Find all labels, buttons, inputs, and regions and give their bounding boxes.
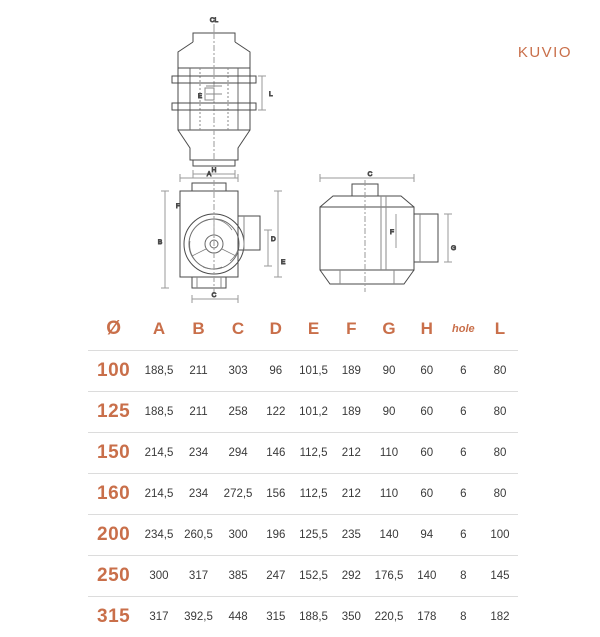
cell-g: 110 (369, 433, 409, 474)
cell-diameter: 100 (88, 351, 139, 392)
cell-b: 234 (179, 474, 219, 515)
cell-c: 303 (218, 351, 258, 392)
table-header-row (88, 312, 518, 351)
table-row (88, 433, 518, 474)
cell-c: 385 (218, 556, 258, 597)
cell-diameter: 315 (88, 597, 139, 637)
cell-h: 94 (409, 515, 445, 556)
cell-hole: 6 (445, 351, 482, 392)
svg-text:C: C (212, 292, 217, 299)
cell-g: 140 (369, 515, 409, 556)
cell-f: 212 (333, 474, 369, 515)
cell-l: 182 (482, 597, 518, 637)
svg-text:L: L (269, 91, 273, 98)
cell-b: 234 (179, 433, 219, 474)
header-b: B (179, 312, 219, 351)
svg-text:H: H (212, 167, 217, 174)
table-row (88, 474, 518, 515)
drawing-top-view (172, 17, 273, 178)
cell-diameter: 160 (88, 474, 139, 515)
svg-text:E: E (198, 94, 202, 100)
cell-a: 317 (139, 597, 179, 637)
cell-c: 448 (218, 597, 258, 637)
cell-g: 110 (369, 474, 409, 515)
cell-e: 125,5 (294, 515, 334, 556)
svg-text:E: E (281, 259, 286, 266)
cell-h: 60 (409, 351, 445, 392)
header-d: D (258, 312, 294, 351)
cell-b: 260,5 (179, 515, 219, 556)
cell-hole: 8 (445, 556, 482, 597)
header-l: L (482, 312, 518, 351)
header-g: G (369, 312, 409, 351)
cell-b: 317 (179, 556, 219, 597)
cell-d: 122 (258, 392, 294, 433)
cell-hole: 6 (445, 433, 482, 474)
cell-diameter: 200 (88, 515, 139, 556)
svg-text:B: B (158, 239, 162, 246)
cell-c: 300 (218, 515, 258, 556)
cell-h: 140 (409, 556, 445, 597)
cell-d: 96 (258, 351, 294, 392)
cell-a: 188,5 (139, 392, 179, 433)
cell-e: 101,2 (294, 392, 334, 433)
cell-l: 80 (482, 392, 518, 433)
cell-h: 60 (409, 392, 445, 433)
cell-g: 90 (369, 351, 409, 392)
cell-a: 300 (139, 556, 179, 597)
cell-l: 100 (482, 515, 518, 556)
cell-h: 178 (409, 597, 445, 637)
svg-text:A: A (207, 171, 212, 178)
cell-e: 152,5 (294, 556, 334, 597)
cell-c: 294 (218, 433, 258, 474)
drawing-front-view (158, 171, 286, 303)
cell-hole: 6 (445, 392, 482, 433)
cell-f: 350 (333, 597, 369, 637)
cell-b: 211 (179, 392, 219, 433)
svg-text:D: D (271, 236, 276, 243)
cell-f: 189 (333, 351, 369, 392)
cell-d: 247 (258, 556, 294, 597)
cell-diameter: 150 (88, 433, 139, 474)
header-diameter: Ø (88, 312, 139, 351)
cell-l: 145 (482, 556, 518, 597)
table-row (88, 515, 518, 556)
cell-hole: 6 (445, 474, 482, 515)
cell-b: 211 (179, 351, 219, 392)
cell-e: 188,5 (294, 597, 334, 637)
technical-drawings (0, 8, 600, 308)
cell-d: 315 (258, 597, 294, 637)
cell-hole: 8 (445, 597, 482, 637)
cell-l: 80 (482, 351, 518, 392)
cell-l: 80 (482, 474, 518, 515)
svg-text:CL: CL (210, 17, 219, 24)
cell-g: 220,5 (369, 597, 409, 637)
svg-text:F: F (176, 204, 180, 210)
table-row (88, 351, 518, 392)
cell-d: 196 (258, 515, 294, 556)
header-hole: hole (445, 312, 482, 351)
cell-c: 258 (218, 392, 258, 433)
cell-d: 156 (258, 474, 294, 515)
cell-g: 90 (369, 392, 409, 433)
cell-b: 392,5 (179, 597, 219, 637)
table-row (88, 597, 518, 637)
svg-text:C: C (368, 171, 373, 178)
header-h: H (409, 312, 445, 351)
cell-h: 60 (409, 433, 445, 474)
cell-f: 292 (333, 556, 369, 597)
cell-a: 234,5 (139, 515, 179, 556)
cell-e: 101,5 (294, 351, 334, 392)
table-row (88, 556, 518, 597)
cell-e: 112,5 (294, 433, 334, 474)
svg-text:F: F (390, 229, 394, 236)
cell-d: 146 (258, 433, 294, 474)
header-c: C (218, 312, 258, 351)
cell-f: 189 (333, 392, 369, 433)
cell-h: 60 (409, 474, 445, 515)
cell-f: 235 (333, 515, 369, 556)
cell-diameter: 125 (88, 392, 139, 433)
cell-diameter: 250 (88, 556, 139, 597)
cell-l: 80 (482, 433, 518, 474)
header-f: F (333, 312, 369, 351)
cell-a: 188,5 (139, 351, 179, 392)
header-a: A (139, 312, 179, 351)
cell-g: 176,5 (369, 556, 409, 597)
drawing-side-view (320, 171, 456, 292)
brand-logo: KUVIO (518, 44, 572, 61)
cell-f: 212 (333, 433, 369, 474)
cell-e: 112,5 (294, 474, 334, 515)
header-e: E (294, 312, 334, 351)
cell-hole: 6 (445, 515, 482, 556)
cell-a: 214,5 (139, 433, 179, 474)
table-row (88, 392, 518, 433)
cell-a: 214,5 (139, 474, 179, 515)
dimensions-table (88, 312, 518, 637)
cell-c: 272,5 (218, 474, 258, 515)
svg-text:G: G (451, 245, 456, 252)
table-body (88, 351, 518, 637)
